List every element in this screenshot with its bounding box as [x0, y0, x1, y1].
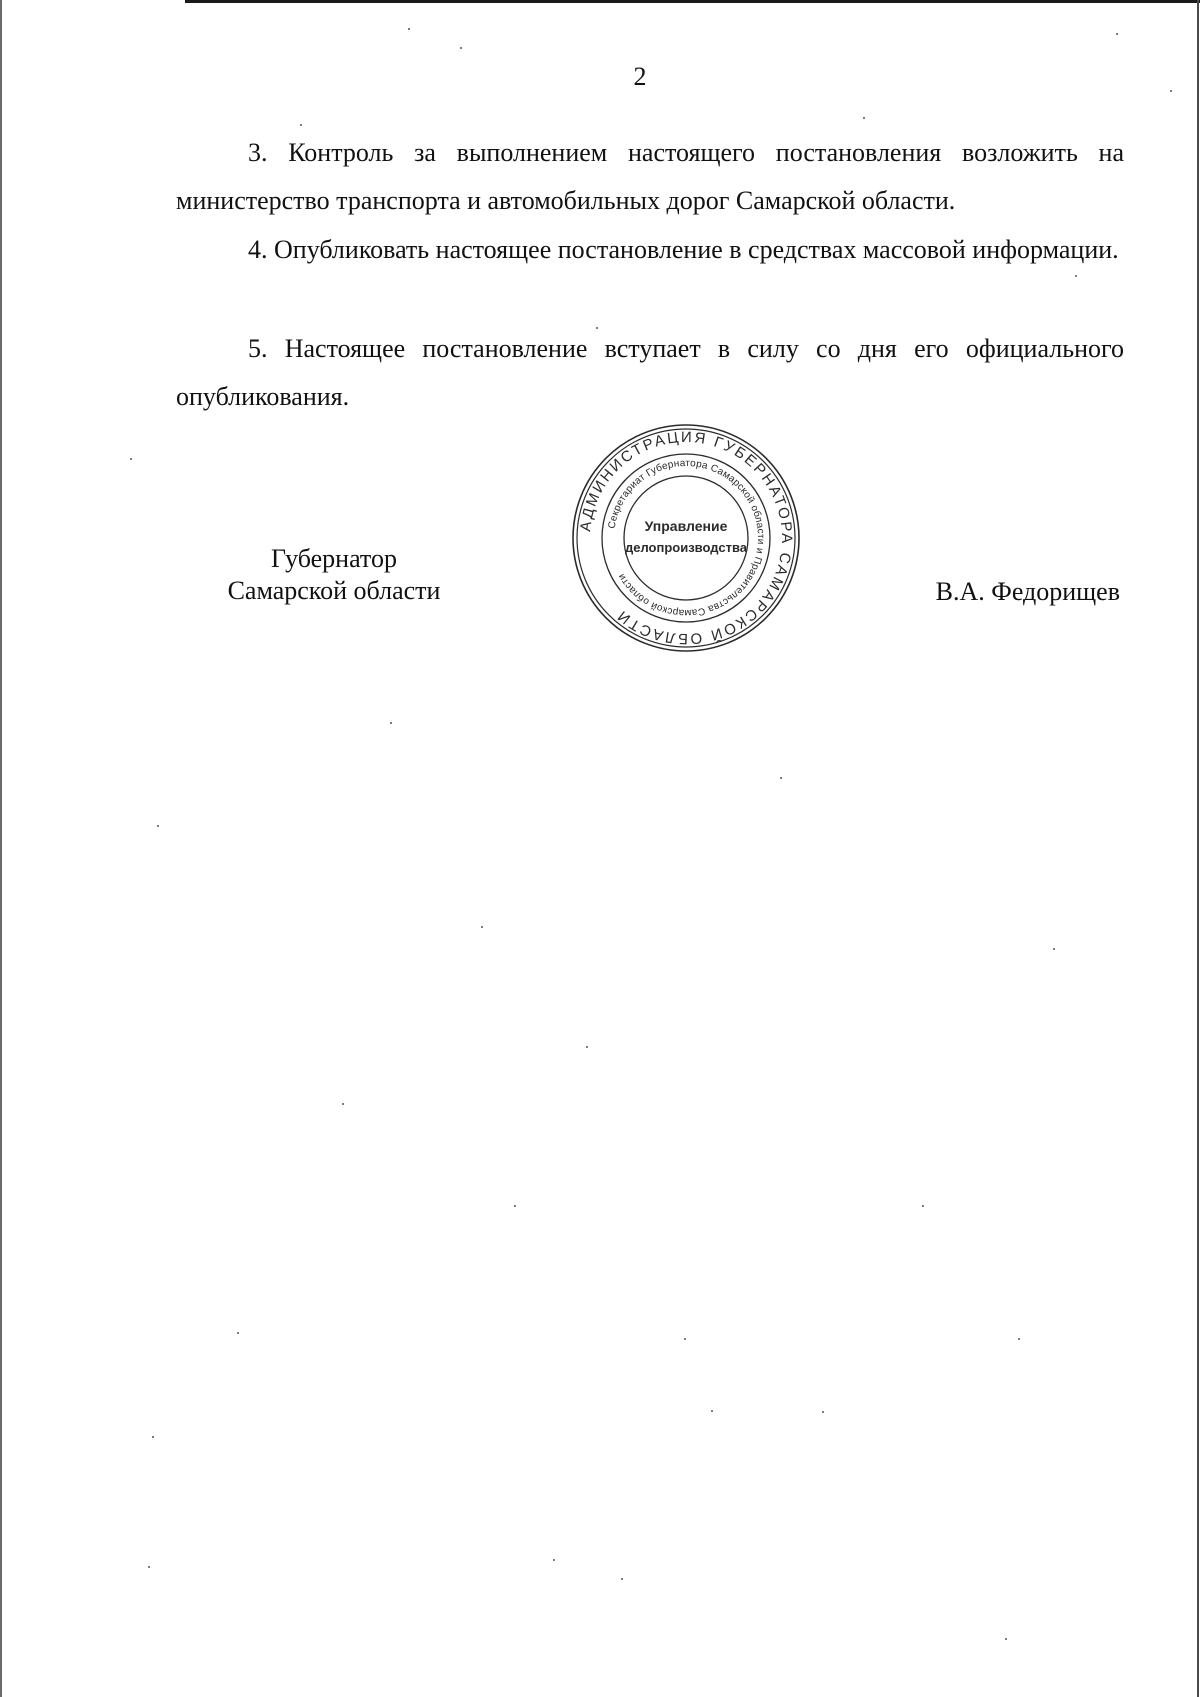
paragraph-4: 4. Опубликовать настоящее постановление в средствах массовой информации. [248, 235, 1119, 264]
scan-speck [863, 117, 865, 119]
scan-speck [148, 1566, 150, 1568]
scan-speck [408, 28, 410, 30]
signer-name: В.А. Федорищев [935, 577, 1120, 606]
scan-speck [1075, 275, 1077, 277]
scan-speck [237, 1332, 239, 1334]
scan-speck [152, 1436, 154, 1438]
signer-title [200, 543, 468, 607]
top-border-line [185, 0, 1200, 3]
seal-center-line-1: Управление [644, 518, 728, 534]
scan-speck [1170, 90, 1172, 92]
svg-text:Секретариат Губернатора Самарс [607, 458, 766, 618]
scan-speck [586, 1046, 588, 1048]
scan-speck [1116, 33, 1118, 35]
scan-speck [342, 1103, 344, 1105]
scan-speck [780, 777, 782, 779]
seal-outer-text: АДМИНИСТРАЦИЯ ГУБЕРНАТОРА САМАРСКОЙ ОБЛАСТИ [577, 428, 796, 648]
scan-speck [553, 1559, 555, 1561]
page-number: 2 [633, 62, 647, 91]
scan-speck [514, 1205, 516, 1207]
seal-inner-text: Секретариат Губернатора Самарской области и Правительства Самарской области [606, 457, 767, 619]
scan-speck [1005, 1638, 1007, 1640]
scan-speck [684, 1338, 686, 1340]
signer-title-line-1: Губернатор [271, 544, 397, 573]
scan-speck [1053, 948, 1055, 950]
scan-speck [922, 1205, 924, 1207]
scan-speck [596, 327, 598, 329]
scan-speck [157, 825, 159, 827]
paragraph-3: 3. Контроль за выполнением настоящего постановления возложить на министерство транспорта и автомобильных дорог Самарской области. [176, 138, 1124, 215]
scan-speck [711, 1410, 713, 1412]
paragraph-5: 5. Настоящее постановление вступает в силу со дня его официального опубликования. [176, 334, 1124, 411]
seal-center-line-2: делопроизводства [624, 540, 748, 555]
signer-title-line-2: Самарской области [227, 576, 441, 605]
scan-speck [130, 458, 132, 460]
official-seal-stamp [571, 423, 801, 653]
seal-icon [571, 423, 801, 653]
scan-speck [390, 722, 392, 724]
right-scan-edge [1197, 0, 1199, 1697]
scan-speck [300, 124, 302, 126]
scan-speck [621, 1578, 623, 1580]
scan-speck [822, 1411, 824, 1413]
scan-speck [481, 926, 483, 928]
left-scan-edge [0, 0, 2, 1697]
scan-speck [1018, 1338, 1020, 1340]
scan-speck [460, 47, 462, 49]
